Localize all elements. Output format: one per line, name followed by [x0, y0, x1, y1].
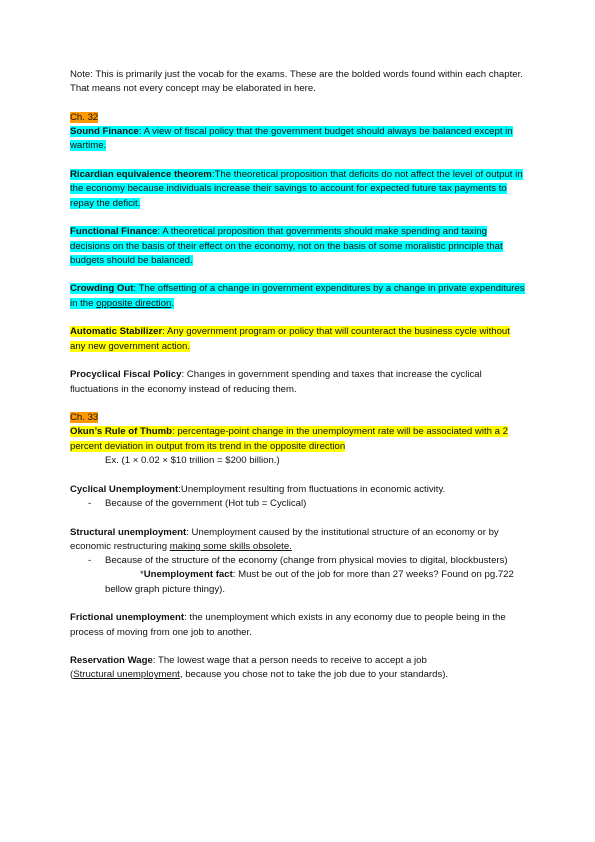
highlight [70, 126, 513, 151]
definition: : A theoretical proposition that governments should make spending and taxing decisions on the basis of their effect on the economy, not on the basis of some moralistic principle that budgets should be balanced. [70, 226, 503, 266]
entry-ricardian-equivalence [70, 168, 525, 211]
chapter-33-heading [70, 411, 525, 425]
highlight [70, 169, 523, 209]
underlined-phrase: Structural unemployment [73, 669, 180, 681]
highlight [70, 226, 503, 266]
intro-note: Note: This is primarily just the vocab for the exams. These are the bolded words found within each chapter. That means not every concept may be elaborated in here. [70, 69, 523, 95]
definition: :The theoretical proposition that deficits do not affect the level of output in the economy because individuals increase their savings to account for expected future tax payments to repay the deficit. [70, 169, 523, 209]
okun-example: Ex. (1 × 0.02 × $10 trillion = $200 billion.) [105, 455, 280, 467]
definition: : The offsetting of a change in government expenditures by a change in private expenditures in the [70, 283, 525, 309]
entry-okuns-rule [70, 425, 525, 454]
entry-sound-finance [70, 125, 525, 154]
entry-reservation-wage [70, 654, 525, 668]
definition: : Unemployment caused by the institutional structure of an economy or by economic restructuring [70, 526, 499, 552]
unemployment-fact [70, 568, 525, 597]
dash-bullet: - [88, 555, 92, 567]
note-text: , because you chose not to take the job due to your standards). [179, 669, 449, 681]
chapter-32-heading [70, 111, 525, 125]
definition: : Changes in government spending and taxes that increase the cyclical fluctuations in the economy instead of reducing them. [70, 369, 482, 395]
entry-automatic-stabilizer [70, 325, 525, 354]
underlined-phrase: making some skills obsolete. [169, 540, 292, 552]
term: Automatic Stabilizer [70, 326, 163, 338]
chapter-32-label: Ch. 32 [70, 111, 99, 123]
list-item [70, 554, 525, 568]
definition: : A view of fiscal policy that the government budget should always be balanced except in wartime. [70, 126, 513, 152]
entry-procyclical-fiscal-policy [70, 368, 525, 397]
definition: : percentage-point change in the unemployment rate will be associated with a 2 percent deviation in output from its trend in the opposite direction [70, 426, 508, 452]
term: Cyclical Unemployment [70, 483, 179, 495]
highlight [70, 326, 510, 351]
entry-cyclical-unemployment [70, 483, 525, 497]
open-paren: ( [70, 669, 74, 681]
term: Functional Finance [70, 226, 158, 238]
fact-text: : Must be out of the job for more than 27 weeks? Found on pg.722 bellow graph picture thingy). [105, 569, 514, 595]
underlined-phrase: opposite direction [96, 297, 172, 309]
dash-bullet: - [88, 497, 92, 509]
entry-functional-finance [70, 225, 525, 268]
chapter-33-label: Ch. 33 [70, 412, 99, 424]
entry-crowding-out [70, 282, 525, 311]
term: Structural unemployment [70, 526, 187, 538]
list-item-text: Because of the government (Hot tub = Cyclical) [105, 497, 307, 509]
entry-frictional-unemployment [70, 611, 525, 640]
fact-term: Unemployment fact [143, 569, 233, 581]
term: Sound Finance [70, 126, 139, 138]
period: . [171, 297, 175, 309]
term: Reservation Wage [70, 655, 153, 667]
definition: :Unemployment resulting from fluctuations in economic activity. [178, 483, 446, 495]
term: Procyclical Fiscal Policy [70, 369, 182, 381]
definition: : Any government program or policy that will counteract the business cycle without any new government action. [70, 326, 510, 352]
reservation-wage-note [70, 668, 525, 682]
highlight [70, 426, 508, 451]
term: Frictional unemployment [70, 612, 185, 624]
document-body [70, 68, 525, 683]
list-item-text: Because of the structure of the economy (change from physical movies to digital, blockbusters) [105, 555, 508, 567]
list-item [70, 497, 525, 511]
asterisk: * [140, 569, 144, 581]
definition: : The lowest wage that a person needs to receive to accept a job [152, 655, 427, 667]
highlight [70, 283, 525, 308]
term: Crowding Out [70, 283, 134, 295]
definition: : the unemployment which exists in any economy due to people being in the process of moving from one job to another. [70, 612, 506, 638]
entry-structural-unemployment [70, 526, 525, 555]
term: Ricardian equivalence theorem [70, 169, 212, 181]
term: Okun’s Rule of Thumb [70, 426, 172, 438]
